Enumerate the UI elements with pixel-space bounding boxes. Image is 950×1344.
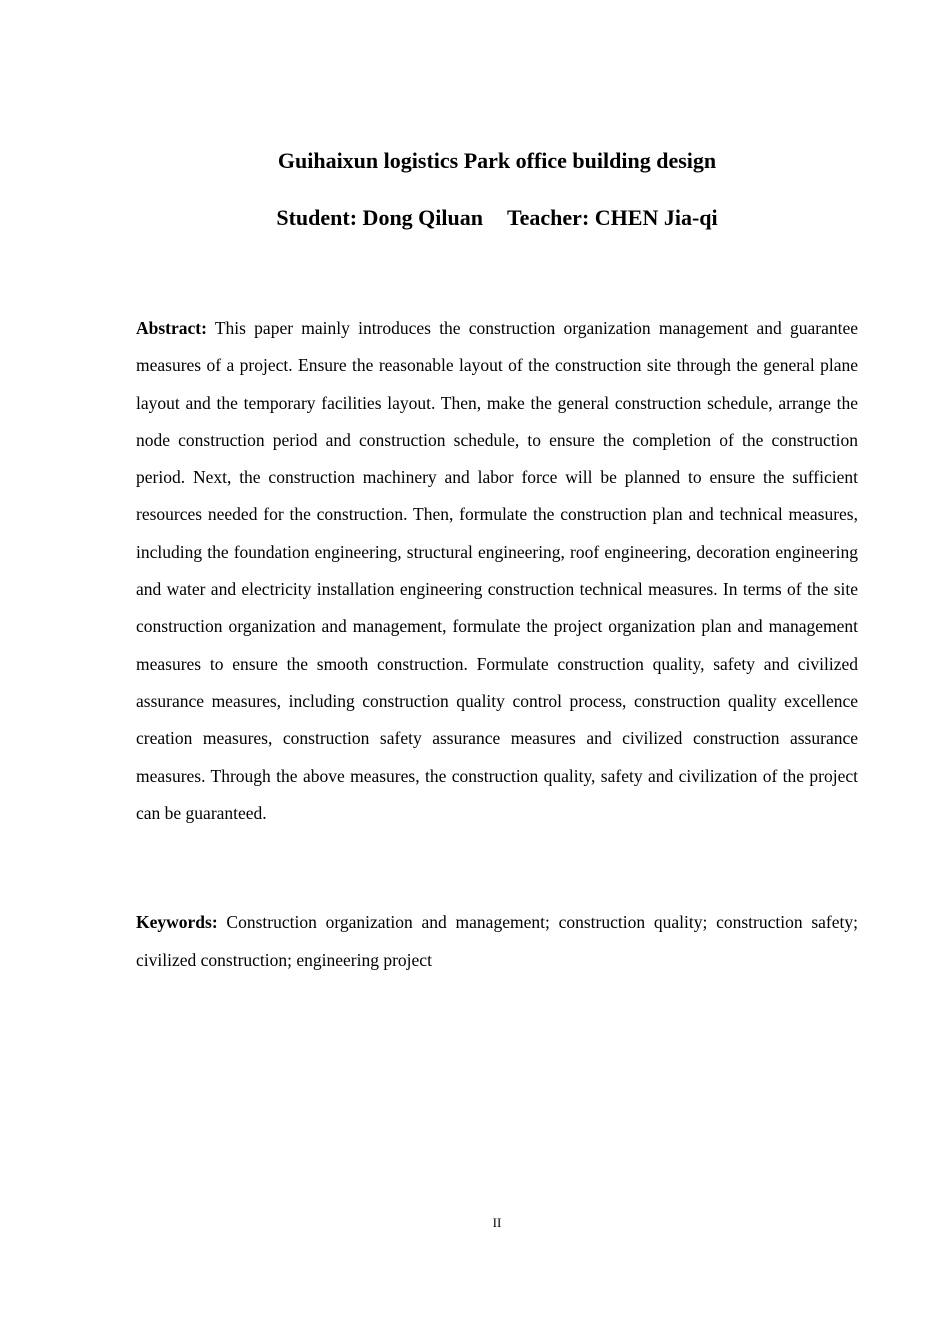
teacher-name: Teacher: CHEN Jia-qi — [507, 205, 718, 230]
page-title: Guihaixun logistics Park office building design — [277, 148, 717, 173]
keywords-label: Keywords: — [136, 912, 218, 932]
abstract-paragraph — [136, 310, 858, 832]
abstract-text: This paper mainly introduces the construction organization management and guarantee measures of a project. Ensure the reasonable layout of the construction site through the general plane layout and the temporary facilities layout. Then, make the general construction schedule, arrange the node construction period and construction schedule, to ensure the completion of the construction period. Next, the construction machinery and labor force will be planned to ensure the sufficient resources needed for the construction. Then, formulate the construction plan and technical measures, including the foundation engineering, structural engineering, roof engineering, decoration engineering and water and electricity installation engineering construction technical measures. In terms of the site construction organization and management, formulate the project organization plan and management measures to ensure the smooth construction. Formulate construction quality, safety and civilized assurance measures, including construction quality control process, construction quality excellence creation measures, construction safety assurance measures and civilized construction assurance measures. Through the above measures, the construction quality, safety and civilization of the project can be guaranteed. — [136, 318, 858, 823]
keywords-text: Construction organization and management; construction quality; construction safety; civilized construction; engineering project — [136, 912, 858, 970]
abstract-label: Abstract: — [136, 318, 207, 338]
page-number: II — [492, 1215, 502, 1230]
student-name: Student: Dong Qiluan — [276, 205, 483, 230]
author-line — [0, 203, 950, 233]
keywords-paragraph — [136, 904, 858, 979]
